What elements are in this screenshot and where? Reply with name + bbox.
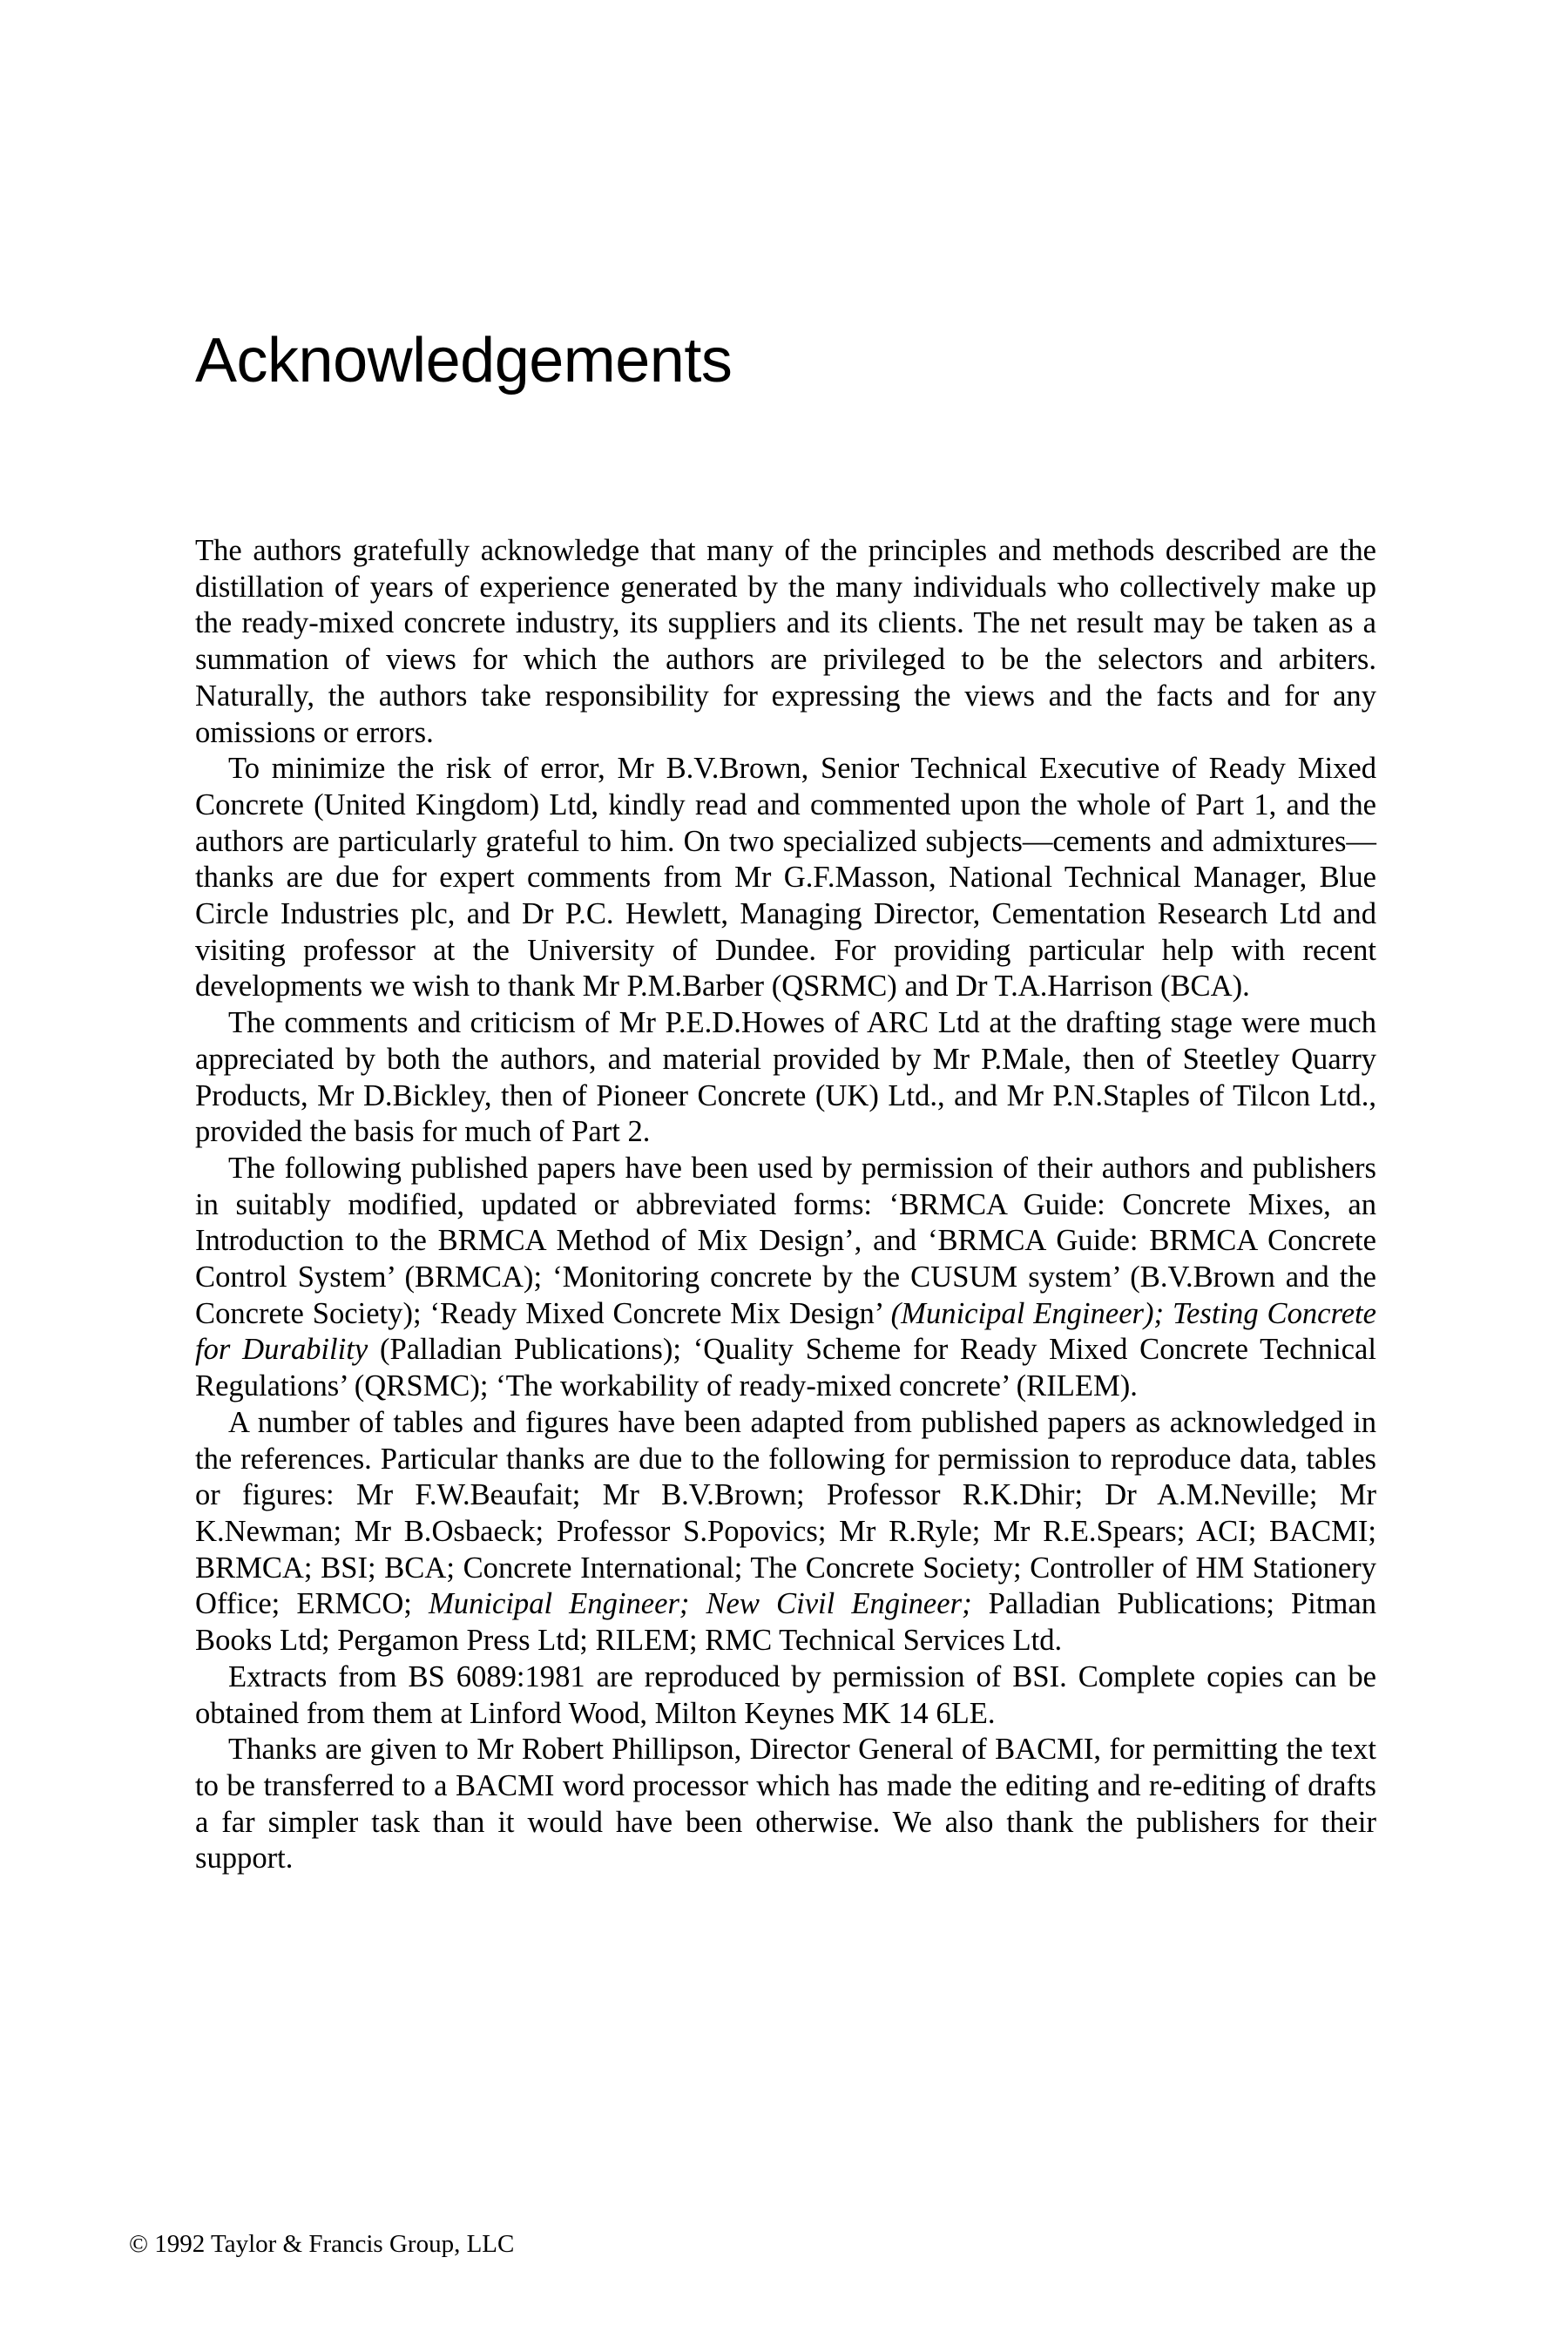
page-title: Acknowledgements [195, 326, 733, 395]
paragraph-tables-figures-text-1: A number of tables and figures have been adapted from published papers as acknowledged in the references. Particular thanks are due to the following for permission to reproduce data, tables or figures: Mr F.W.Beaufait; Mr B.V.Brown; Professor R.K.Dhir; Dr A.M.Neville; Mr K.Newman; Mr B.Osbaeck; Professor S.Popovics; Mr R.Ryle; Mr R.E.Spears; ACI; BACMI; BRMCA; BSI; BCA; Concrete International; The Concrete Society; Controller of HM Stationery Office; ERMCO; [195, 1405, 1376, 1621]
paragraph-published-papers-text-2: (Palladian Publications); ‘Quality Scheme for Ready Mixed Concrete Technical Regulations’ (QRSMC); ‘The workability of ready-mixed concrete’ (RILEM). [195, 1333, 1376, 1403]
paragraph-published-papers-text-1: The following published papers have been used by permission of their authors and publishers in suitably modified, updated or abbreviated forms: ‘BRMCA Guide: Concrete Mixes, an Introduction to the BRMCA Method of Mix Design’, and ‘BRMCA Guide: BRMCA Concrete Control System’ (BRMCA); ‘Monitoring concrete by the CUSUM system’ (B.V.Brown and the Concrete Society); ‘Ready Mixed Concrete Mix Design’ [195, 1151, 1376, 1330]
paragraph-bs-extracts: Extracts from BS 6089:1981 are reproduced by permission of BSI. Complete copies can be obtained from them at Linford Wood, Milton Keynes MK 14 6LE. [195, 1659, 1376, 1730]
paragraph-reviewers: To minimize the risk of error, Mr B.V.Brown, Senior Technical Executive of Ready Mixed Concrete (United Kingdom) Ltd, kindly read and commented upon the whole of Part 1, and the authors are particularly grateful to him. On two specialized subjects—cements and admixtures—thanks are due for expert comments from Mr G.F.Masson, National Technical Manager, Blue Circle Industries plc, and Dr P.C. Hewlett, Managing Director, Cementation Research Ltd and visiting professor at the University of Dundee. For providing particular help with recent developments we wish to thank Mr P.M.Barber (QSRMC) and Dr T.A.Harrison (BCA). [195, 752, 1376, 1004]
paragraph-published-papers-italic: (Municipal Engineer); Testing Concrete for Durability [195, 1296, 1377, 1367]
paragraph-thanks: Thanks are given to Mr Robert Phillipson, Director General of BACMI, for permitting the text to be transferred to a BACMI word processor which has made the editing and re-editing of drafts a far simpler task than it would have been otherwise. We also thank the publishers for their support. [195, 1733, 1376, 1876]
paragraph-drafting: The comments and criticism of Mr P.E.D.Howes of ARC Ltd at the drafting stage were much appreciated by both the authors, and material provided by Mr P.Male, then of Steetley Quarry Products, Mr D.Bickley, then of Pioneer Concrete (UK) Ltd., and Mr P.N.Staples of Tilcon Ltd., provided the basis for much of Part 2. [195, 1006, 1376, 1149]
paragraph-intro: The authors gratefully acknowledge that many of the principles and methods described are the distillation of years of experience generated by the many individuals who collectively make up the ready-mixed concrete industry, its suppliers and its clients. The net result may be taken as a summation of views for which the authors are privileged to be the selectors and arbiters. Naturally, the authors take responsibility for expressing the views and the facts and for any omissions or errors. [195, 534, 1376, 749]
acknowledgements-body [195, 533, 1376, 1877]
paragraph-published-papers [195, 1151, 1376, 1405]
paragraph-tables-figures-italic: Municipal Engineer; New Civil Engineer; [428, 1587, 972, 1621]
copyright-footer: © 1992 Taylor & Francis Group, LLC [129, 2230, 515, 2258]
paragraph-tables-figures-text-2: Palladian Publications; Pitman Books Ltd; Pergamon Press Ltd; RILEM; RMC Technical Services Ltd. [195, 1587, 1376, 1658]
paragraph-tables-figures [195, 1405, 1376, 1659]
